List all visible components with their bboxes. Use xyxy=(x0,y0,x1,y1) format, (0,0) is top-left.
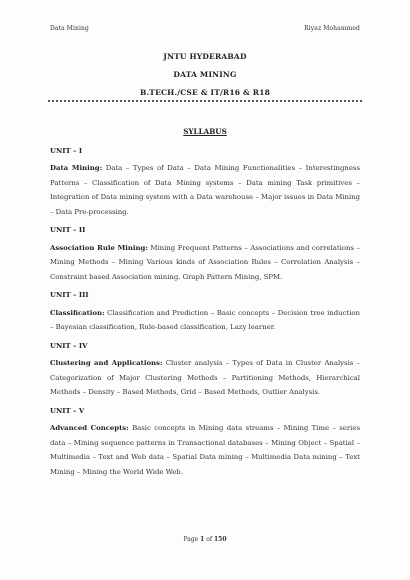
page-current: 1 xyxy=(200,536,205,543)
page-total: 150 xyxy=(213,536,227,543)
syllabus-content xyxy=(50,125,360,483)
unit-heading: UNIT – III xyxy=(50,291,89,299)
unit-heading: UNIT – V xyxy=(50,406,85,415)
unit-text: Cluster analysis – Types of Data in Cluster Analysis – Categorization of Major Clustering Methods – Partitioning Methods, Hierarchical Methods – Density – Based Methods, Grid – Based Methods, Outlier Analysis. xyxy=(50,359,360,396)
syllabus-heading: SYLLABUS xyxy=(183,127,227,136)
unit-heading: UNIT – II xyxy=(50,226,86,234)
unit-topic: Advanced Concepts: xyxy=(50,424,129,432)
dotted-divider xyxy=(48,100,362,102)
unit-topic: Data Mining: xyxy=(50,164,103,172)
unit-text: Classification and Prediction – Basic concepts – Decision tree induction – Bayesian classification, Rule-based classification, Lazy learner. xyxy=(50,308,360,331)
header-subject: Data Mining xyxy=(50,25,89,32)
unit-topic: Classification: xyxy=(50,308,105,317)
page-footer xyxy=(0,536,410,543)
unit-body xyxy=(50,161,360,219)
unit-topic: Clustering and Applications: xyxy=(50,359,163,367)
unit-topic: Association Rule Mining: xyxy=(50,243,148,252)
unit-text: Basic concepts in Mining data streams – Mining Time – series data – Mining sequence patterns in Transactional databases – Mining Object – Spatial – Multimedia – Text and Web data – Spatial Data mining – Multimedia Data mining – Text Mining – Mining the World Wide Web. xyxy=(50,424,360,476)
unit-body xyxy=(50,356,360,400)
unit-heading: UNIT – I xyxy=(50,146,83,155)
unit-text: Data – Types of Data – Data Mining Functionalities – Interestingness Patterns – Classification of Data Mining systems – Data mining Task primitives – Integration of Data mining system with a Data warehouse – Major issues in Data Mining – Data Pre-processing. xyxy=(50,164,360,216)
unit-body xyxy=(50,421,360,479)
title-block xyxy=(0,50,410,99)
header-author: Riyaz Mohammed xyxy=(304,25,360,32)
program-title: B.TECH./CSE & IT/R16 & R18 xyxy=(139,88,271,97)
unit-body xyxy=(50,241,360,285)
unit-body xyxy=(50,306,360,335)
university-title: JNTU HYDERABAD xyxy=(163,52,247,61)
unit-heading: UNIT – IV xyxy=(50,341,88,350)
page-of: of xyxy=(204,536,214,543)
page-label: Page xyxy=(183,536,201,543)
course-title: DATA MINING xyxy=(173,70,237,79)
unit-text: Mining Frequent Patterns – Associations and correlations – Mining Methods – Mining Various kinds of Association Rules – Correlation Analysis – Constraint based Association mining. Graph Pattern Mining, SPM. xyxy=(50,243,360,281)
running-header xyxy=(50,25,360,32)
